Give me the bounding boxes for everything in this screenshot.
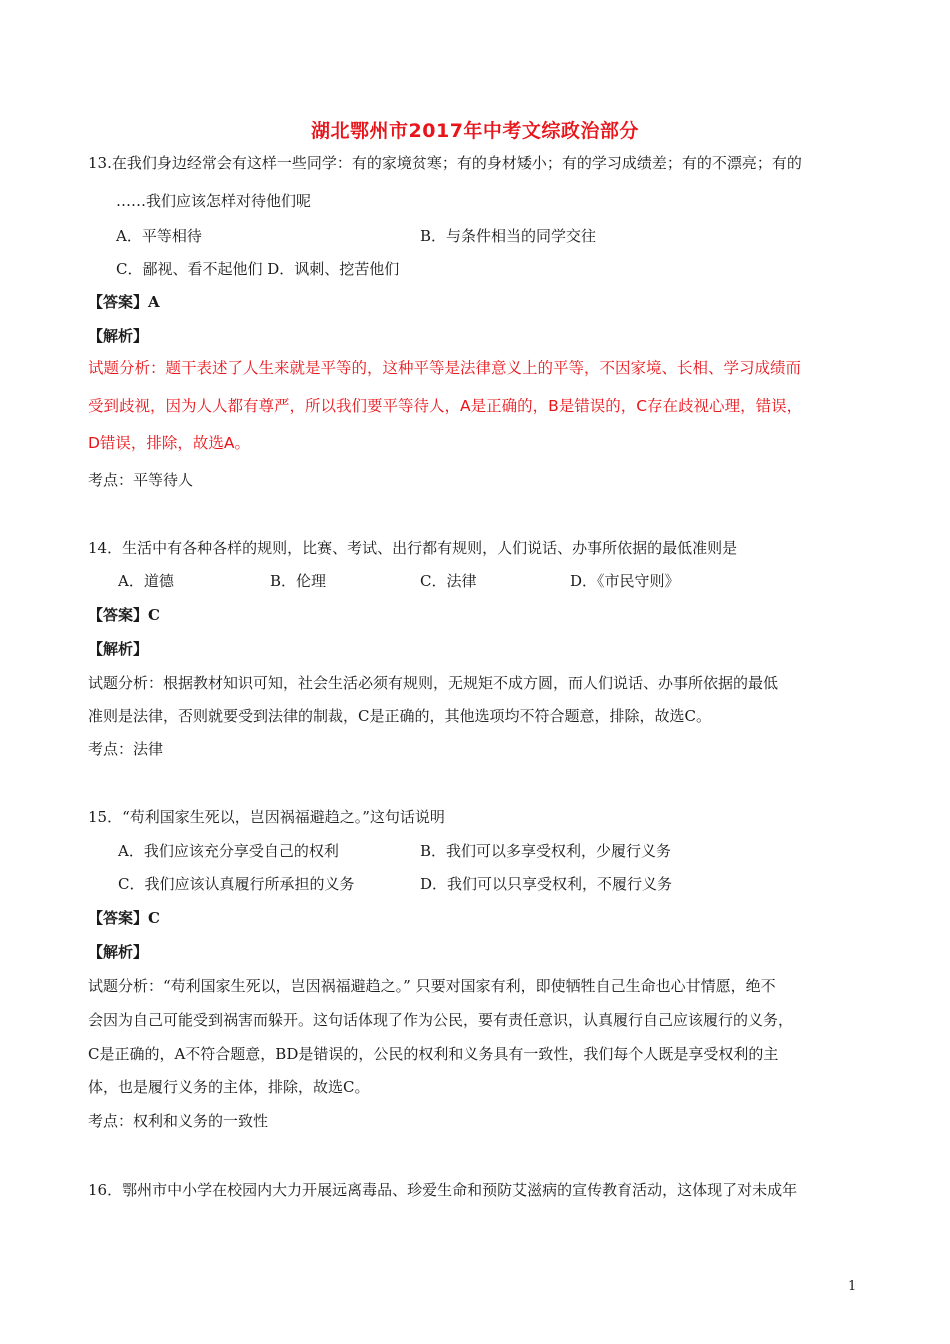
q16-stem: 16．鄂州市中小学在校园内大力开展远离毒品、珍爱生命和预防艾滋病的宣传教育活动，这体现了对未成年 xyxy=(88,1181,798,1199)
q14-option-b: B．伦理 xyxy=(270,572,327,590)
q13-point: 考点：平等待人 xyxy=(88,471,194,489)
q14-analysis-label: 【解析】 xyxy=(88,640,149,658)
q15-analysis-line1: 试题分析：“苟利国家生死以，岂因祸福避趋之。” 只要对国家有利，即使牺牲自己生命也心甘情愿，绝不 xyxy=(88,977,776,995)
q14-stem: 14．生活中有各种各样的规则，比赛、考试、出行都有规则，人们说话、办事所依据的最低准则是 xyxy=(88,539,738,557)
q13-option-b: B．与条件相当的同学交往 xyxy=(420,227,597,245)
q15-analysis-line2: 会因为自己可能受到祸害而躲开。这句话体现了作为公民，要有责任意识，认真履行自己应该履行的义务， xyxy=(88,1011,794,1029)
page-number: 1 xyxy=(848,1279,857,1294)
q13-analysis-line1: 试题分析：题干表述了人生来就是平等的，这种平等是法律意义上的平等，不因家境、长相、学习成绩而 xyxy=(88,359,802,377)
q15-point: 考点：权利和义务的一致性 xyxy=(88,1112,269,1130)
q15-analysis-label: 【解析】 xyxy=(88,943,149,961)
q14-answer: 【答案】C xyxy=(88,606,160,624)
q13-option-cd: C．鄙视、看不起他们 D．讽刺、挖苦他们 xyxy=(116,260,400,278)
document-title: 湖北鄂州市2017年中考文综政治部分 xyxy=(311,120,639,142)
q15-stem: 15．“苟利国家生死以，岂因祸福避趋之。”这句话说明 xyxy=(88,808,445,826)
q13-analysis-label: 【解析】 xyxy=(88,327,149,345)
q14-analysis-line1: 试题分析：根据教材知识可知，社会生活必须有规则，无规矩不成方圆，而人们说话、办事所依据的最低 xyxy=(88,674,779,692)
q13-answer: 【答案】A xyxy=(88,293,160,311)
q15-option-d: D．我们可以只享受权利，不履行义务 xyxy=(420,875,673,893)
q15-analysis-line4: 体，也是履行义务的主体，排除，故选C。 xyxy=(88,1078,370,1096)
q14-option-a: A．道德 xyxy=(118,572,174,590)
q15-option-c: C．我们应该认真履行所承担的义务 xyxy=(118,875,355,893)
q13-stem-line2: ……我们应该怎样对待他们呢 xyxy=(116,192,312,210)
q14-option-c: C．法律 xyxy=(420,572,477,590)
q13-stem-line1: 13.在我们身边经常会有这样一些同学：有的家境贫寒；有的身材矮小；有的学习成绩差；有的不漂亮；有的 xyxy=(88,154,802,172)
q15-answer: 【答案】C xyxy=(88,909,160,927)
q15-option-a: A．我们应该充分享受自己的权利 xyxy=(118,842,339,860)
q14-analysis-line2: 准则是法律，否则就要受到法律的制裁，C是正确的，其他选项均不符合题意，排除，故选C。 xyxy=(88,707,711,725)
q13-analysis-line3: D错误，排除，故选A。 xyxy=(88,434,251,452)
q13-analysis-line2: 受到歧视，因为人人都有尊严，所以我们要平等待人，A是正确的，B是错误的，C存在歧视心理，错误， xyxy=(88,397,803,415)
q15-option-b: B．我们可以多享受权利，少履行义务 xyxy=(420,842,672,860)
q14-option-d: D．《市民守则》 xyxy=(570,572,680,590)
q14-point: 考点：法律 xyxy=(88,740,164,758)
q13-option-a: A．平等相待 xyxy=(116,227,202,245)
q15-analysis-line3: C是正确的，A不符合题意，BD是错误的，公民的权利和义务具有一致性，我们每个人既是享受权利的主 xyxy=(88,1045,779,1063)
